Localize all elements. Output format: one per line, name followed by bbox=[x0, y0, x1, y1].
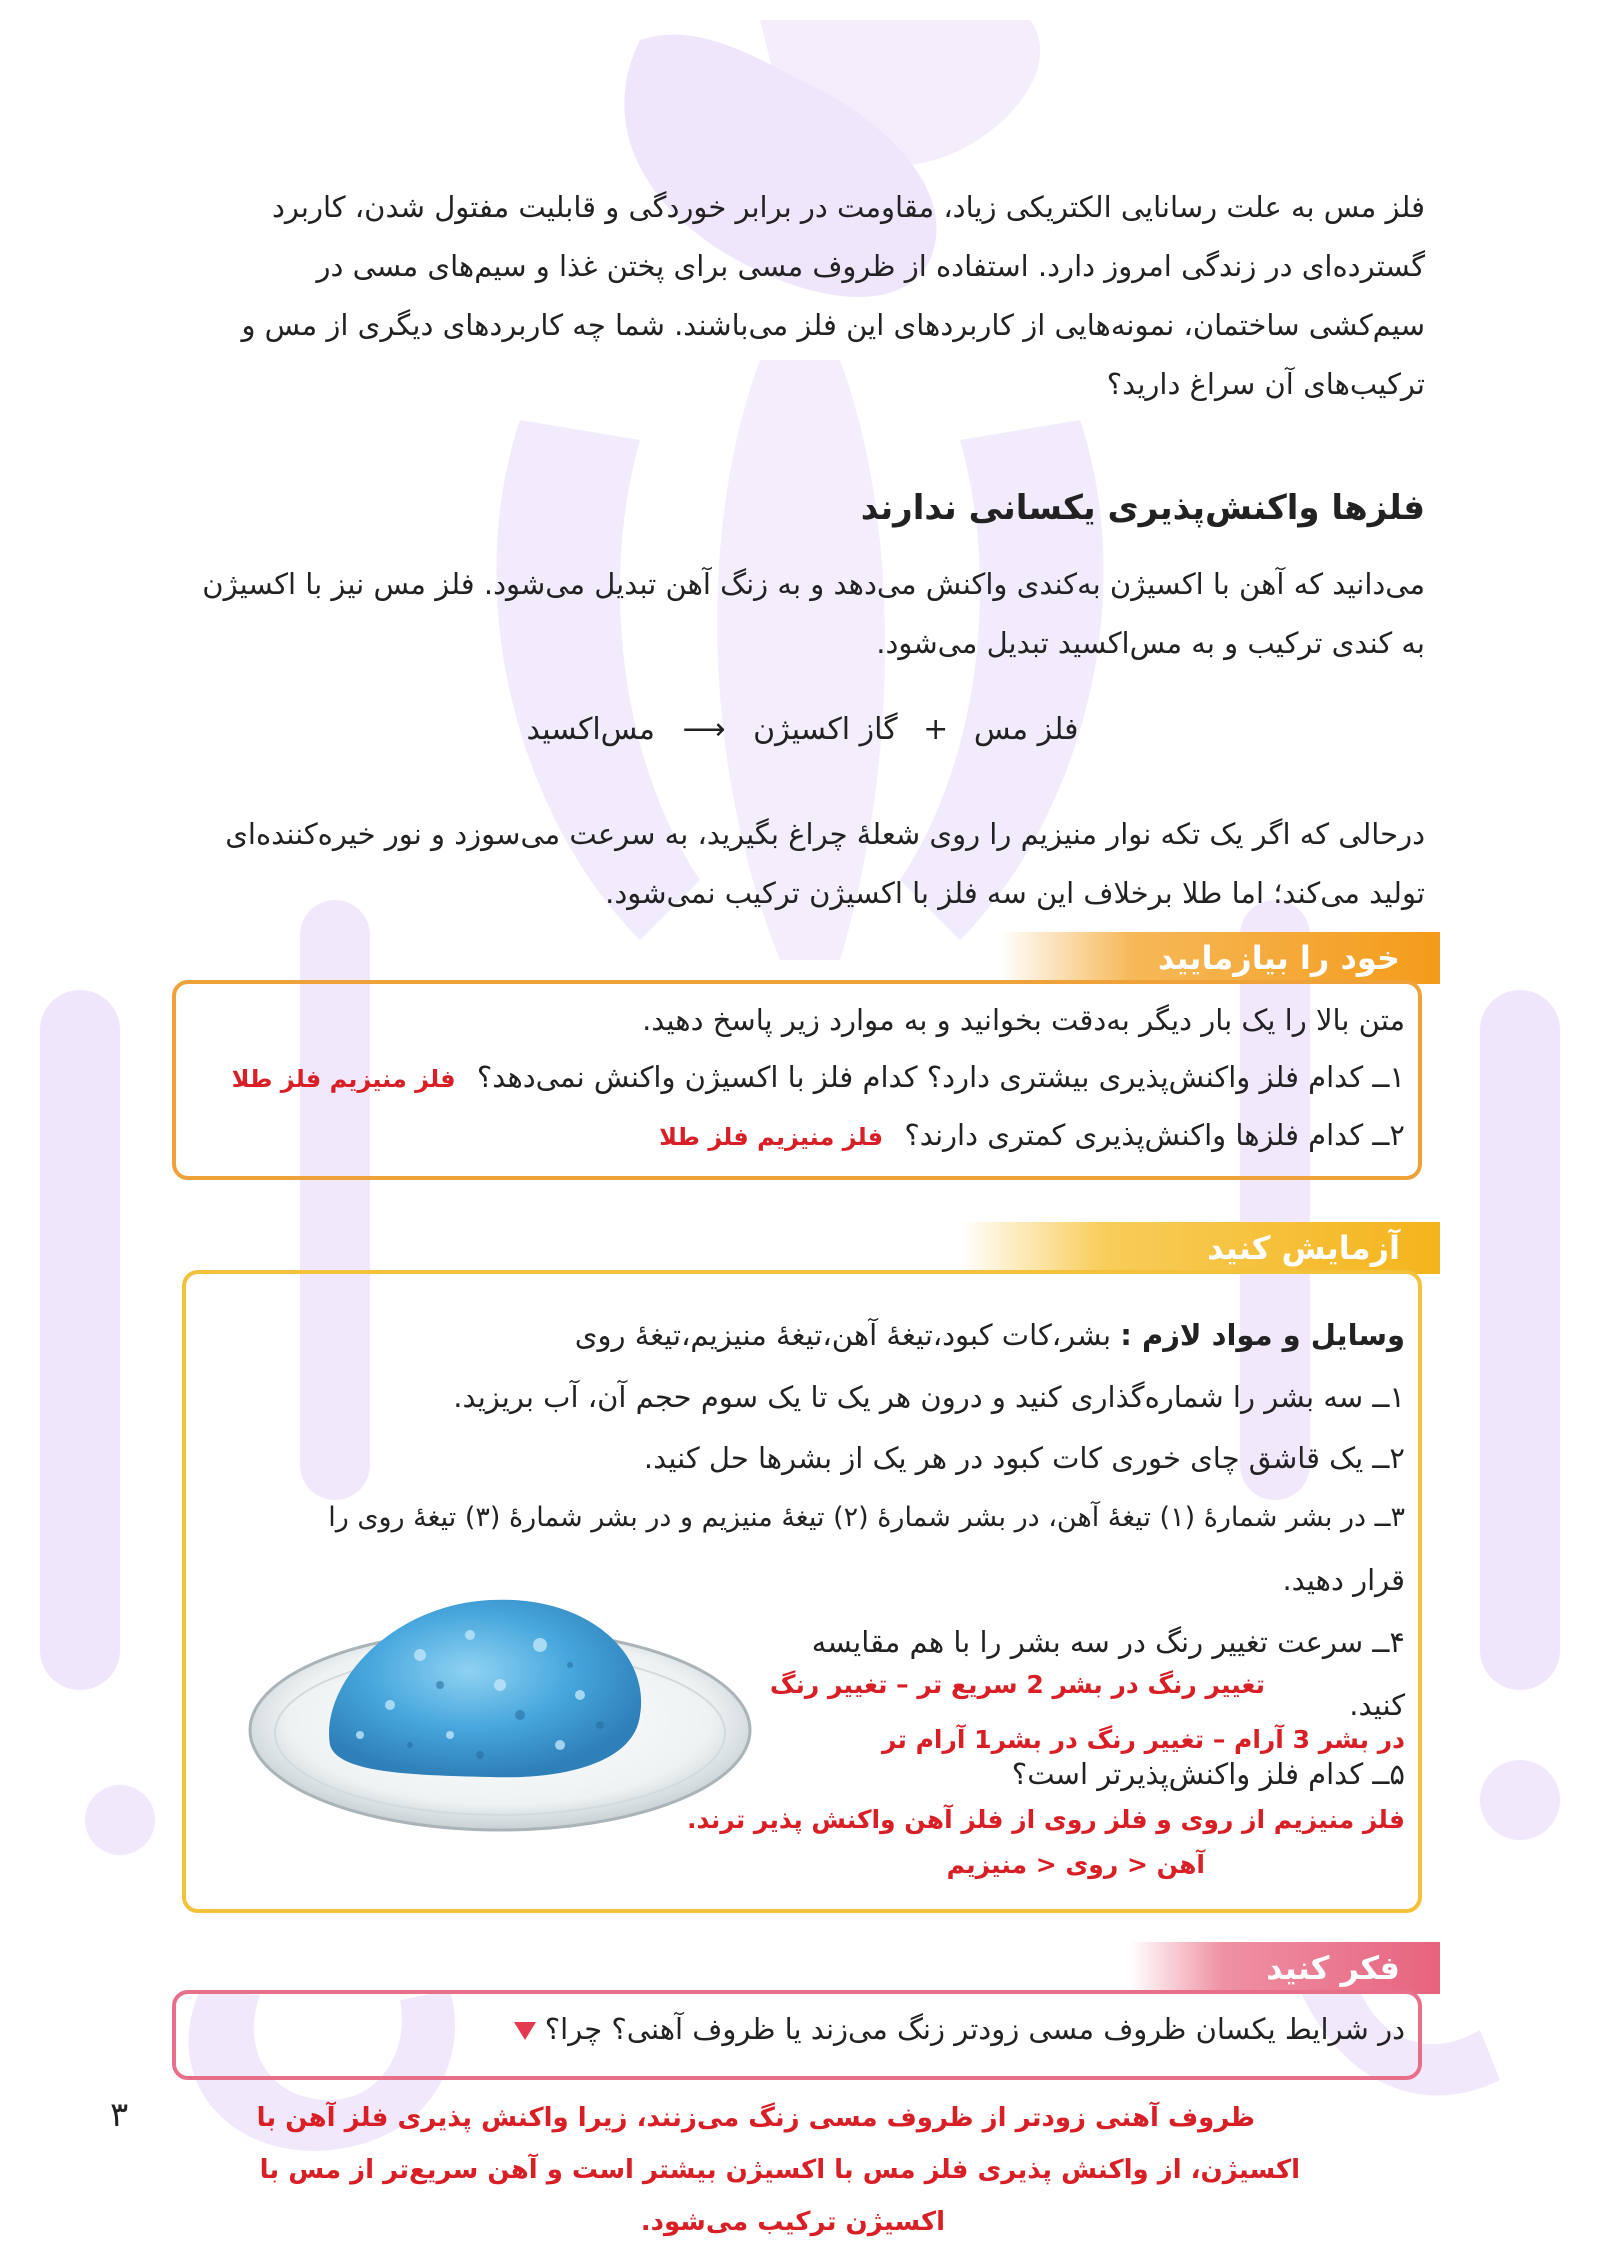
paragraph-line: درحالی که اگر یک تکه نوار منیزیم را روی شعلهٔ چراغ بگیرید، به سرعت می‌سوزد و نور خیره‌کننده‌ای bbox=[225, 817, 1425, 851]
think-answer-line-1: ظروف آهنی زودتر از ظروف مسی زنگ می‌زنند، زیرا واکنش پذیری فلز آهن با bbox=[256, 2103, 1255, 2133]
triangle-down-icon bbox=[514, 2022, 536, 2040]
materials-list: بشر،کات کبود،تیغهٔ آهن،تیغهٔ منیزیم،تیغهٔ روی bbox=[574, 1318, 1112, 1352]
section-paragraph-1 bbox=[180, 555, 1425, 673]
reactant-oxygen: گاز اکسیژن bbox=[753, 712, 898, 747]
paragraph-line: می‌دانید که آهن با اکسیژن به‌کندی واکنش می‌دهد و به زنگ آهن تبدیل می‌شود. فلز مس نیز با اکسیژن bbox=[202, 567, 1425, 601]
think-question bbox=[500, 2012, 1405, 2046]
experiment-tab bbox=[960, 1222, 1440, 1274]
step-1: ۱ــ سه بشر را شماره‌گذاری کنید و درون هر یک تا یک سوم حجم آن، آب بریزید. bbox=[453, 1380, 1405, 1414]
intro-line: فلز مس به علت رسانایی الکتریکی زیاد، مقاومت در برابر خوردگی و قابلیت مفتول شدن، کاربرد bbox=[271, 190, 1425, 224]
copper-sulfate-photo bbox=[240, 1545, 760, 1845]
step-4-line-2: کنید. bbox=[1349, 1688, 1405, 1722]
section-heading: فلزها واکنش‌پذیری یکسانی ندارند bbox=[860, 488, 1425, 528]
materials-label: وسایل و مواد لازم : bbox=[1120, 1318, 1405, 1352]
reactant-copper: فلز مس bbox=[973, 712, 1079, 747]
test-yourself-tab bbox=[1000, 932, 1440, 984]
materials-line bbox=[575, 1318, 1405, 1352]
step-3-line-2: قرار دهید. bbox=[1282, 1563, 1405, 1597]
question-2 bbox=[659, 1118, 1405, 1152]
answer-4-line-2: در بشر 3 آرام – تغییر رنگ در بشر1 آرام تر bbox=[881, 1725, 1405, 1754]
product-copper-oxide: مس‌اکسید bbox=[526, 712, 655, 747]
intro-line: سیم‌کشی ساختمان، نمونه‌هایی از کاربردهای این فلز می‌باشند. شما چه کاربردهای دیگری از مس و bbox=[241, 308, 1425, 342]
step-2: ۲ــ یک قاشق چای خوری کات کبود در هر یک از بشرها حل کنید. bbox=[643, 1441, 1405, 1475]
answer-5-line-2: آهن < روی < منیزیم bbox=[946, 1850, 1205, 1879]
question-1-text: ۱ــ کدام فلز واکنش‌پذیری بیشتری دارد؟ کدام فلز با اکسیژن واکنش نمی‌دهد؟ bbox=[476, 1060, 1405, 1094]
answer-5-line-1: فلز منیزیم از روی و فلز روی از فلز آهن واکنش پذیر ترند. bbox=[686, 1805, 1405, 1834]
think-answer-line-3: اکسیژن ترکیب می‌شود. bbox=[640, 2207, 945, 2237]
paragraph-line: به کندی ترکیب و به مس‌اکسید تبدیل می‌شود. bbox=[876, 626, 1425, 660]
think-answer-line-2: اکسیژن، از واکنش پذیری فلز مس با اکسیژن بیشتر است و آهن سریع‌تر از مس با bbox=[259, 2155, 1300, 2185]
paragraph-line: تولید می‌کند؛ اما طلا برخلاف این سه فلز با اکسیژن ترکیب نمی‌شود. bbox=[605, 876, 1425, 910]
intro-line: ترکیب‌های آن سراغ دارید؟ bbox=[1106, 367, 1425, 401]
intro-paragraph bbox=[180, 178, 1425, 414]
experiment-title: آزمایش کنید bbox=[1207, 1229, 1400, 1267]
intro-line: گسترده‌ای در زندگی امروز دارد. استفاده از ظروف مسی برای پختن غذا و سیم‌های مسی در bbox=[316, 249, 1425, 283]
chemical-equation bbox=[0, 712, 1605, 747]
page-number: ۳ bbox=[110, 2095, 129, 2135]
test-yourself-title: خود را بیازمایید bbox=[1157, 939, 1400, 977]
step-4-line-1: ۴ــ سرعت تغییر رنگ در سه بشر را با هم مقایسه bbox=[811, 1625, 1405, 1659]
step-5: ۵ــ کدام فلز واکنش‌پذیرتر است؟ bbox=[1011, 1757, 1405, 1791]
section-paragraph-2 bbox=[180, 805, 1425, 923]
step-3-line-1: ۳ــ در بشر شمارهٔ (۱) تیغهٔ آهن، در بشر شمارهٔ (۲) تیغهٔ منیزیم و در بشر شمارهٔ (۳) تیغهٔ روی را bbox=[328, 1502, 1405, 1533]
answer-4-line-1: تغییر رنگ در بشر 2 سریع تر – تغییر رنگ bbox=[769, 1670, 1265, 1699]
question-2-text: ۲ــ کدام فلزها واکنش‌پذیری کمتری دارند؟ bbox=[904, 1118, 1405, 1152]
question-1 bbox=[232, 1060, 1405, 1094]
answer-2: فلز منیزیم فلز طلا bbox=[659, 1123, 884, 1151]
arrow-icon: ⟶ bbox=[682, 712, 726, 747]
think-tab bbox=[1130, 1942, 1440, 1994]
answer-1: فلز منیزیم فلز طلا bbox=[231, 1065, 456, 1093]
think-question-text: در شرایط یکسان ظروف مسی زودتر زنگ می‌زند یا ظروف آهنی؟ چرا؟ bbox=[544, 2012, 1405, 2046]
test-yourself-intro: متن بالا را یک بار دیگر به‌دقت بخوانید و به موارد زیر پاسخ دهید. bbox=[642, 1003, 1405, 1037]
think-title: فکر کنید bbox=[1266, 1949, 1400, 1987]
plus-sign: + bbox=[923, 712, 949, 747]
